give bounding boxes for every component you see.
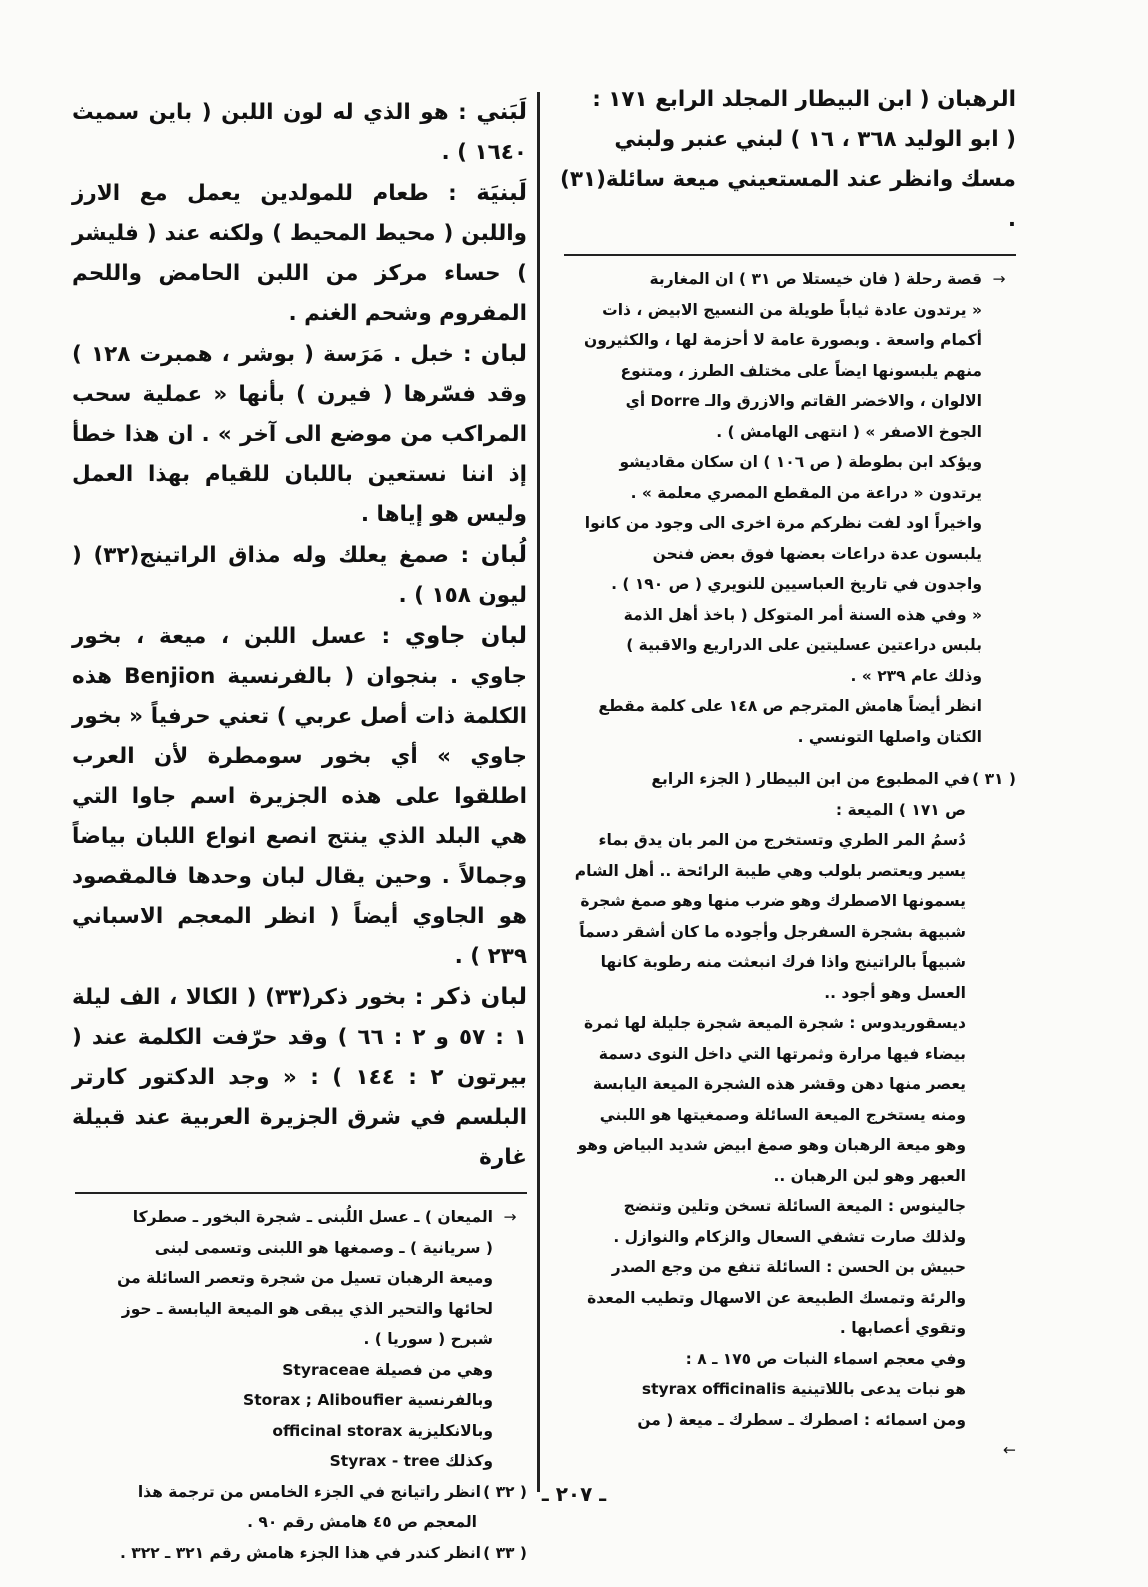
footnote-line: وهو ميعة الرهبان وهو صمغ ابيض شديد البياض وهو xyxy=(577,1136,966,1154)
entry-text: : بخور ذكر(٣٣) ( الكالا ، الف ليلة ١ : ٥٧ و ٢ : ٦٦ ) وقد حرّفت الكلمة عند ( بيرتون ٢ : ١٤٤ ) : « وجد الدكتور كارتر البلسم في شرق الجزيرة العربية عند قبيلة غارة xyxy=(72,985,527,1170)
footnote-divider xyxy=(564,254,1016,256)
continuation-arrow-icon: ← xyxy=(1003,1441,1016,1459)
footnote-line: ص ١٧١ ) الميعة : xyxy=(835,800,966,819)
footnote-line: وتقوي أعصابها . xyxy=(839,1319,966,1337)
entry-headword: لَبَني xyxy=(476,99,527,125)
footnote-line: يسمونها الاصطرك وهو ضرب منها وهو صمغ شجرة xyxy=(580,892,966,910)
dictionary-entry xyxy=(72,616,527,977)
footnote-number: ( ٣٣ ) xyxy=(483,1543,527,1562)
footnote-line: والرئة وتمسك الطبيعة عن الاسهال وتطيب المعدة xyxy=(587,1288,966,1307)
footnote-line: انظر راتيانج في الجزء الخامس من ترجمة هذا xyxy=(137,1482,481,1501)
footnote-line: جالينوس : الميعة السائلة تسخن وتلين وتنضج xyxy=(623,1197,966,1215)
footnote-line: وهي من فصيلة Styraceae xyxy=(282,1360,493,1379)
footnote-line: قصة رحلة ( فان خيستلا ص ٣١ ) ان المغاربة xyxy=(649,270,982,288)
footnote-line: بلبس دراعتين عسليتين على الدراريع والاقبية ) xyxy=(626,636,982,654)
footnote-number: ( ٣١ ) xyxy=(972,770,1016,788)
footnote-line: وكذلك Styrax - tree xyxy=(329,1452,493,1470)
entry-headword: لبان ذكر xyxy=(432,984,527,1010)
footnote-line: يعصر منها دهن وقشر هذه الشجرة الميعة اليابسة xyxy=(592,1075,966,1093)
footnote-line: وبالفرنسية Storax ; Aliboufier xyxy=(243,1391,493,1409)
continuation-arrow-icon: → xyxy=(503,1208,517,1226)
dictionary-entry xyxy=(72,977,527,1178)
footnote-line: انظر أيضاً هامش المترجم ص ١٤٨ على كلمة مقطع xyxy=(598,697,982,715)
footnote-line: وميعة الرهبان تسيل من شجرة وتعصر السائلة من xyxy=(117,1269,493,1287)
footnote-line: يسير ويعتصر بلولب وهي طيبة الرائحة .. أهل الشام xyxy=(574,861,966,880)
footnote-line: المعجم ص ٤٥ هامش رقم ٩٠ . xyxy=(247,1513,477,1531)
dictionary-entry xyxy=(72,92,527,173)
entry-headword: لبان جاوي xyxy=(404,623,527,649)
entry-text: : عسل اللبن ، ميعة ، بخور جاوي . بنجوان ( بالفرنسية Benjion هذه الكلمة ذات أصل عربي ) تعني حرفياً « بخور جاوي » أي بخور سومطرة لأن العرب اطلقوا على هذه الجزيرة اسم جاوا التي هي البلد الذي ينتج انصع انواع اللبان بياضاً وجمالاً . وحين يقال لبان وحدها فالمقصود هو الجاوي أيضاً ( انظر المعجم الاسباني ٢٣٩ ) . xyxy=(72,624,527,969)
footnote-line: وفي معجم اسماء النبات ص ١٧٥ ـ ٨ : xyxy=(685,1349,966,1368)
continuation-arrow-icon: → xyxy=(992,270,1006,288)
entry-text: : خبل . مَرَسة ( بوشر ، همبرت ١٢٨ ) وقد فسّرها ( فيرن ) بأنها « عملية سحب المراكب من موضع الى آخر » . ان هذا خطأ إذ اننا نستعين باللبان للقيام بهذا العمل وليس هو إياها . xyxy=(72,342,527,527)
left-main-text xyxy=(72,92,527,1178)
footnote-line: لحائها والتحير الذي يبقى هو الميعة اليابسة ـ حوز xyxy=(121,1299,493,1318)
footnote-line: واخيراً اود لفت نظركم مرة اخرى الى وجود من كانوا xyxy=(584,514,982,532)
left-footnotes xyxy=(72,1202,527,1568)
footnote-line: العسل وهو أجود .. xyxy=(824,983,966,1002)
footnote-line: ( سريانية ) ـ وصمغها هو اللبنى وتسمى لبنى xyxy=(154,1238,493,1257)
footnote-divider xyxy=(75,1192,527,1194)
entry-text: : صمغ يعلك وله مذاق الراتينج(٣٢) ( ليون ١٥٨ ) . xyxy=(72,543,527,608)
footnote-line: ديسقوريدوس : شجرة الميعة شجرة جليلة لها ثمرة xyxy=(584,1014,966,1032)
footnote-line: يرتدون « دراعة من المقطع المصري معلمة » . xyxy=(630,483,982,502)
footnote-line: منهم يلبسونها ايضاً على مختلف الطرز ، ومتنوع xyxy=(620,361,982,380)
footnote-line: الكتان واصلها التونسي . xyxy=(797,727,982,746)
footnote-line: شبرح ( سوريا ) . xyxy=(363,1330,493,1348)
footnote-line: وبالانكليزية officinal storax xyxy=(272,1421,493,1440)
footnote-line: « وفي هذه السنة أمر المتوكل ( باخذ أهل الذمة xyxy=(623,605,982,624)
entry-headword: لُبان xyxy=(480,542,527,568)
footnote-line: واجدون في تاريخ العباسيين للنويري ( ص ١٩٠ ) . xyxy=(611,575,982,593)
footnote-line: دُسمُ المر الطري وتستخرج من المر بان يدق بماء xyxy=(598,831,966,849)
dictionary-entry xyxy=(72,535,527,616)
footnote-line: في المطبوع من ابن البيطار ( الجزء الرابع xyxy=(651,770,970,788)
footnote-line: ومن اسمائه : اصطرك ـ سطرك ـ ميعة ( من xyxy=(637,1410,966,1429)
column-divider xyxy=(537,92,540,1492)
footnote-line: الجوخ الاصفر » ( انتهى الهامش ) . xyxy=(716,422,982,441)
footnote-line: انظر كندر في هذا الجزء هامش رقم ٣٢١ ـ ٣٢٢ . xyxy=(119,1543,481,1562)
entry-text: : طعام للمولدين يعمل مع الارز واللبن ( محيط المحيط ) ولكنه عند ( فليشر ) حساء مركز من اللبن الحامض واللحم المفروم وشحم الغنم . xyxy=(72,181,527,326)
footnote-line: أكمام واسعة . وبصورة عامة لا أحزمة لها ، والكثيرون xyxy=(584,331,982,349)
footnote-line: بيضاء فيها مرارة وثمرتها التي داخل النوى دسمة xyxy=(598,1044,966,1063)
footnote-line: العبهر وهو لبن الرهبان .. xyxy=(773,1166,966,1185)
footnote-line: وذلك عام ٢٣٩ » . xyxy=(850,666,982,685)
footnote-line: هو نبات يدعى باللاتينية styrax officinalis xyxy=(641,1380,966,1398)
footnote-line: حبيش بن الحسن : السائلة تنفع من وجع الصدر xyxy=(611,1258,966,1276)
entry-text: : هو الذي له لون اللبن ( باين سميث ١٦٤٠ ) . xyxy=(72,100,527,165)
left-column xyxy=(72,92,527,1568)
footnote-line: « يرتدون عادة ثياباً طويلة من النسيج الابيض ، ذات xyxy=(602,300,982,319)
page-number: ـ ٢٠٧ ـ xyxy=(541,1482,607,1506)
footnote-line: شبيهة بشجرة السفرجل وأجوده ما كان أشقر دسماً xyxy=(579,922,966,941)
dictionary-entry xyxy=(72,173,527,334)
right-column xyxy=(560,80,1016,1466)
footnote-line: شبيهاً بالراتينج واذا فرك انبعثت منه رطوبة كانها xyxy=(600,953,966,971)
footnote-line: الالوان ، والاخضر القاتم والازرق والـ Dorre أي xyxy=(625,392,982,410)
text-line: ( ابو الوليد ٣٦٨ ، ١٦ ) لبني عنبر ولبني xyxy=(614,127,1016,152)
footnote-line: ومنه يستخرج الميعة السائلة وصمغيتها هو اللبني xyxy=(599,1105,966,1124)
footnote-line: يلبسون عدة دراعات بعضها فوق بعض فنحن xyxy=(652,544,982,563)
footnote-number: ( ٣٢ ) xyxy=(483,1482,527,1501)
right-main-text xyxy=(560,80,1016,240)
right-footnotes xyxy=(560,264,1016,1466)
text-line: مسك وانظر عند المستعيني ميعة سائلة(٣١) . xyxy=(560,167,1016,232)
text-line: الرهبان ( ابن البيطار المجلد الرابع ١٧١ : xyxy=(592,87,1016,112)
footnote-line: ويؤكد ابن بطوطة ( ص ١٠٦ ) ان سكان مقاديشو xyxy=(619,453,982,471)
entry-headword: لَبنيَة xyxy=(476,180,527,206)
dictionary-entry xyxy=(72,334,527,535)
entry-headword: لبان xyxy=(480,341,527,367)
footnote-line: ولذلك صارت تشفي السعال والزكام والنوازل . xyxy=(613,1227,966,1246)
footnote-line: الميعان ) ـ عسل اللُبنى ـ شجرة البخور ـ صطركا xyxy=(132,1208,493,1226)
